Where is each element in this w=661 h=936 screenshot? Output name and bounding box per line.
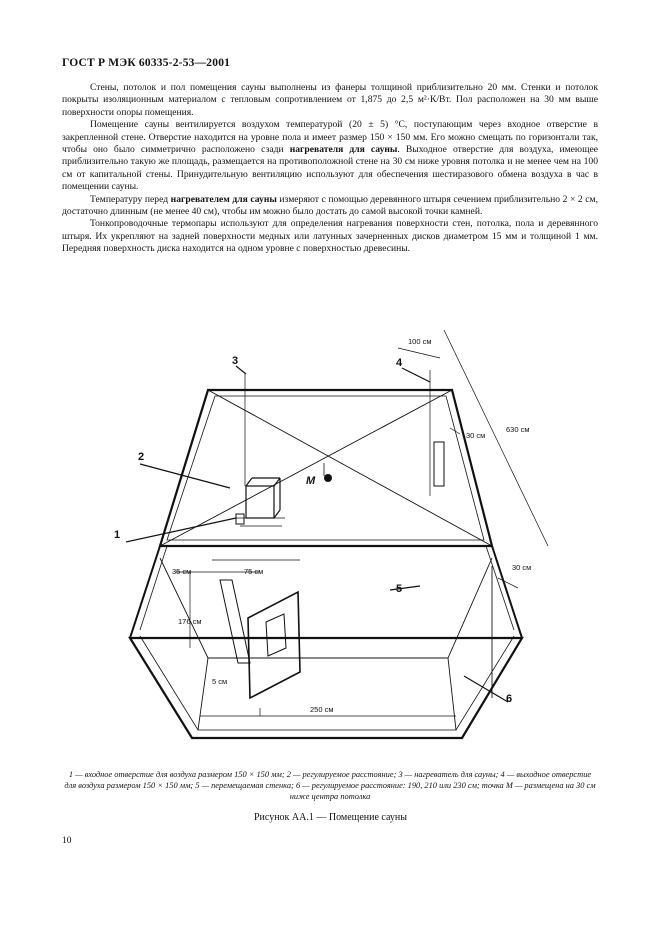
dim-5: 5 см [212,677,228,686]
label-6: 6 [506,693,513,705]
paragraph-3 [62,194,598,219]
figure-legend: 1 — входное отверстие для воздуха размером 150 × 150 мм; 2 — регулируемое расстояние; 3 — нагреватель для сауны; 4 — выходное отверстие для воздуха размером 150 × 150 мм; 5 — перемещаемая стенка; 6 — регулируемое расстояние: 190, 210 или 230 см; точка М — размещена на 30 см ниже центра потолка [64,770,596,801]
document-header: ГОСТ Р МЭК 60335-2-53—2001 [62,57,231,69]
figure-title: Рисунок АА.1 — Помещение сауны [253,812,407,823]
paragraph-4: Тонкопроводочные термопары используют для определения нагревания поверхности стен, потолка, пола и деревянного штыря. Их укрепляют на задней поверхности медных или латунных зачерненных дисков диаметром 15 мм и толщиной 1 мм. Передняя поверхность диска находится на одном уровне с поверхностью древесины. [62,218,598,255]
air-outlet [434,442,444,486]
floor-outline [130,638,522,738]
dim-250: 250 см [310,705,334,714]
label-5: 5 [396,583,403,595]
label-1: 1 [114,529,121,541]
dim-30-right: 30 см [512,563,532,572]
paragraph-3-term: нагревателем для сауны [170,193,277,205]
paragraph-3-text-c: измеряют с помощью деревянного штыря сечением приблизительно 2 × 2 см, достаточно длинным (не менее 40 см), чтобы им можно было достать до самой высокой точки камней. [62,193,598,218]
ceiling-outline [160,390,492,546]
point-m-marker [324,474,332,482]
label-3: 3 [232,355,239,367]
sauna-room-diagram [100,318,570,758]
paragraph-2-term: нагревателя для сауны [289,144,398,156]
dim-35: 35 см [172,567,192,576]
ceiling-inner [167,396,484,540]
window-frame [248,592,300,698]
dim-176: 176 см [178,617,202,626]
label-4: 4 [396,357,403,369]
dim-630: 630 см [506,425,530,434]
paragraph-2 [62,119,598,193]
paragraph-2-text-a: Помещение сауны вентилируется воздухом температурой (20 ± 5) °С, поступающим через входное отверстие в закрепленной стене. Отверстие находится на уровне пола и имеет размер 150 × 150 мм. Его можно смещать по горизонтали так, чтобы оно было симметрично расположено сзади [62,119,598,156]
paragraph-1: Стены, потолок и пол помещения сауны выполнены из фанеры толщиной приблизительно 20 мм. Стенки и потолок покрыты изоляционным материалом с тепловым сопротивлением от 1,875 до 2,5 м²·К/Вт. Пол расположен на 30 мм выше поверхности опоры помещения. [62,82,598,118]
air-inlet [236,514,244,524]
dim-75: 75 см [244,567,264,576]
label-m: M [306,475,316,487]
door-frame [220,580,250,663]
paragraph-2-text-c: . Выходное отверстие для воздуха, имеющее приблизительно такую же площадь, размещается на противоположной стене на 30 см ниже уровня потолка и не менее чем на 100 см от капитальной стены. Принудительную вентиляцию используют для обеспечения шестиразового обмена воздуха в час в помещении сауны. [62,144,598,193]
body-text [62,82,598,256]
dim-30-top: 30 см [466,431,486,440]
label-2: 2 [138,451,145,463]
dim-100: 100 см [408,337,432,346]
page-number: 10 [62,836,72,846]
paragraph-3-text-a: Температуру перед [90,193,171,205]
heater [246,486,274,518]
